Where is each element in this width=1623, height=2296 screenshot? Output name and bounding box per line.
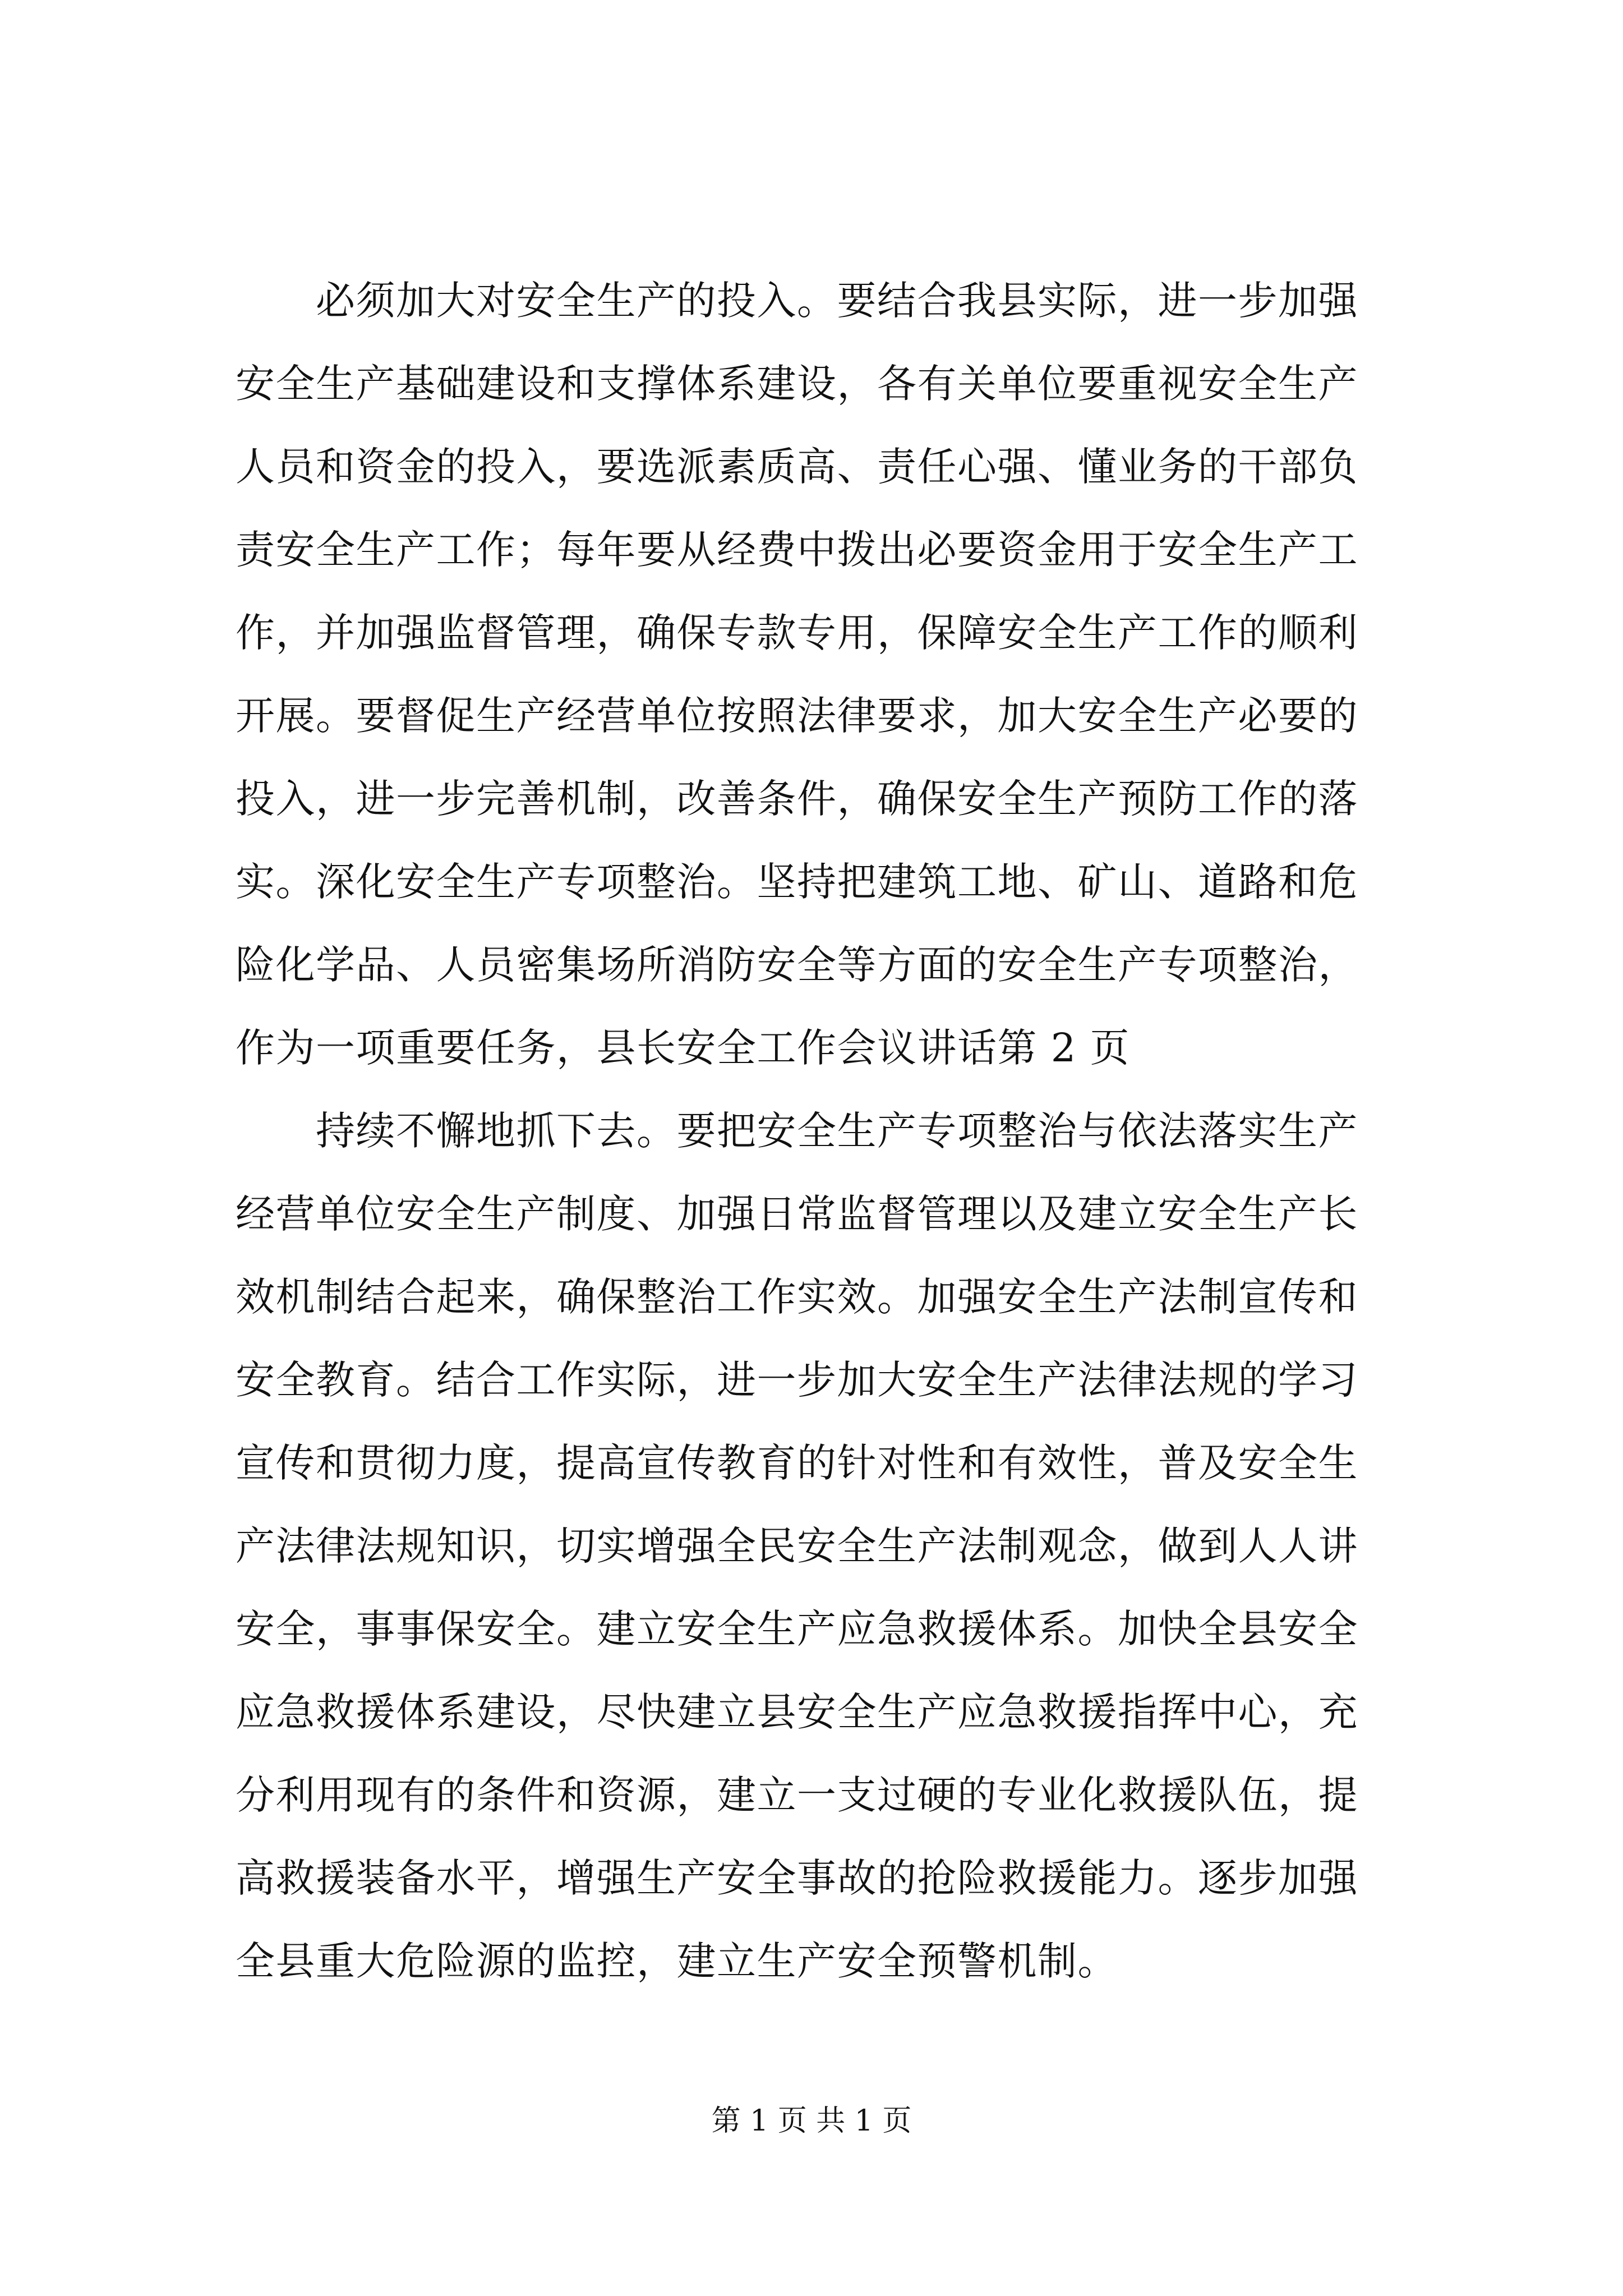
text-line: 分利用现有的条件和资源，建立一支过硬的专业化救援队伍，提 xyxy=(236,1772,1358,1818)
page-footer xyxy=(0,2101,1623,2141)
text-line: 必须加大对安全生产的投入。要结合我县实际，进一步加强 xyxy=(236,278,1358,324)
text-line: 投入，进一步完善机制，改善条件，确保安全生产预防工作的落 xyxy=(236,776,1358,822)
text-line: 实。深化安全生产专项整治。坚持把建筑工地、矿山、道路和危 xyxy=(236,859,1358,905)
text-line: 人员和资金的投入，要选派素质高、责任心强、懂业务的干部负 xyxy=(236,444,1358,490)
text-line: 安全生产基础建设和支撑体系建设，各有关单位要重视安全生产 xyxy=(236,361,1358,407)
text-line: 效机制结合起来，确保整治工作实效。加强安全生产法制宣传和 xyxy=(236,1274,1358,1320)
text-line: 安全教育。结合工作实际，进一步加大安全生产法律法规的学习 xyxy=(236,1357,1358,1403)
paragraph-1 xyxy=(236,259,1419,1089)
text-line: 责安全生产工作；每年要从经费中拨出必要资金用于安全生产工 xyxy=(236,527,1358,573)
text-line: 经营单位安全生产制度、加强日常监督管理以及建立安全生产长 xyxy=(236,1191,1358,1237)
text-line: 持续不懈地抓下去。要把安全生产专项整治与依法落实生产 xyxy=(236,1108,1358,1154)
text-line: 高救援装备水平，增强生产安全事故的抢险救援能力。逐步加强 xyxy=(236,1855,1358,1901)
page-number-label: 第 1 页 共 1 页 xyxy=(711,2104,912,2138)
paragraph-2 xyxy=(236,1089,1419,2003)
text-line: 宣传和贯彻力度，提高宣传教育的针对性和有效性，普及安全生 xyxy=(236,1440,1358,1486)
text-line: 险化学品、人员密集场所消防安全等方面的安全生产专项整治， xyxy=(236,942,1358,988)
text-line: 安全，事事保安全。建立安全生产应急救援体系。加快全县安全 xyxy=(236,1606,1358,1652)
text-line: 作为一项重要任务，县长安全工作会议讲话第 2 页 xyxy=(236,1025,1131,1071)
text-line: 产法律法规知识，切实增强全民安全生产法制观念，做到人人讲 xyxy=(236,1523,1358,1569)
text-line: 作，并加强监督管理，确保专款专用，保障安全生产工作的顺利 xyxy=(236,610,1358,656)
text-line: 开展。要督促生产经营单位按照法律要求，加大安全生产必要的 xyxy=(236,693,1358,739)
document-body xyxy=(236,259,1419,2003)
text-line: 应急救援体系建设，尽快建立县安全生产应急救援指挥中心，充 xyxy=(236,1689,1358,1735)
text-line: 全县重大危险源的监控，建立生产安全预警机制。 xyxy=(236,1938,1118,1984)
